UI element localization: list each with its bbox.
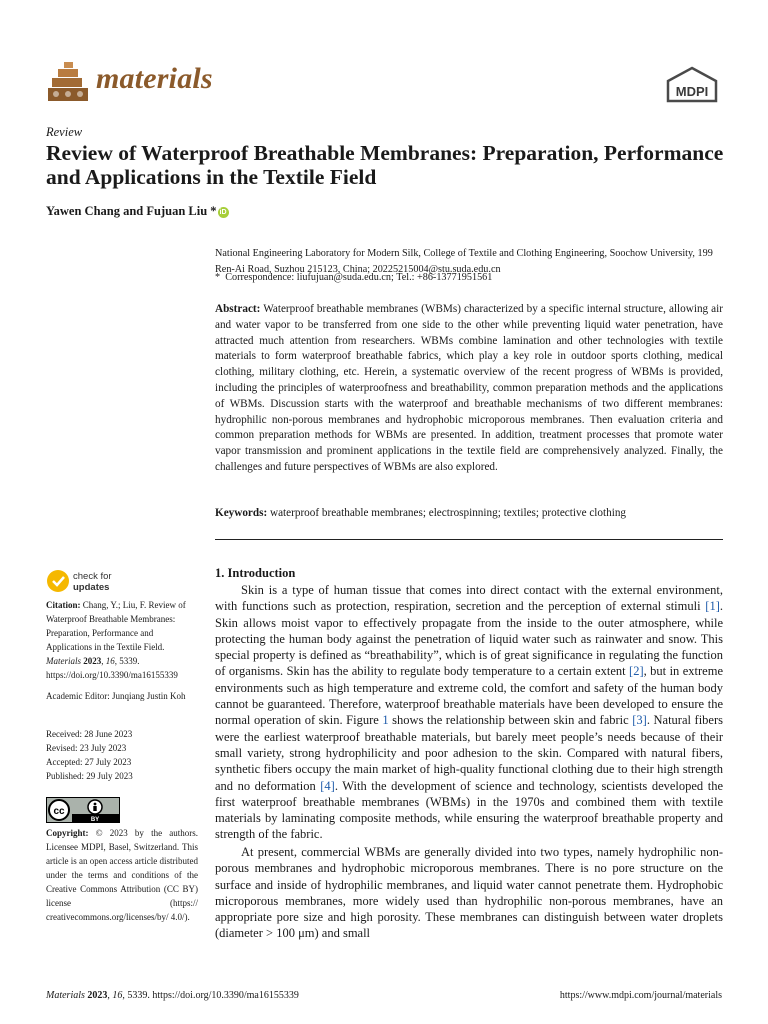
footer-volume: 16: [112, 990, 123, 1001]
citation-link[interactable]: [2]: [629, 664, 644, 679]
keywords-label: Keywords:: [215, 507, 268, 519]
article-type: Review: [46, 125, 83, 139]
orcid-icon[interactable]: iD: [219, 209, 227, 216]
received-date: Received: 28 June 2023: [46, 729, 133, 739]
footer-doi[interactable]: , 5339. https://doi.org/10.3390/ma16155339: [122, 990, 299, 1001]
accepted-date: Accepted: 27 July 2023: [46, 757, 132, 767]
citation-link[interactable]: [1]: [705, 599, 720, 614]
text-run: Skin is a type of human tissue that comes into direct contact with the external environment, with functions such as protection, respiration, secretion and the perception of external stimuli: [215, 583, 723, 614]
text-run: . With the development of science and technology, scientists developed the first waterproof breathable membranes (WBMs) in the 1970s and combined them with textile materials by laminating composite methods, while ensuring the waterproof breathable property and strength of the fabric.: [215, 778, 723, 842]
abstract-text: Waterproof breathable membranes (WBMs) characterized by a specific internal structure, allowing air and water vapor to be transferred from one side to the other while preventing liquid water penetration, have attracted much attention from researchers. WBMs combine lamination and other technologies with textile materials to form waterproof breathable fabrics, which play a key role in outdoor sports clothing, medical clothing, military clothing, etc. Herein, a systematic overview of the recent progress of WBMs is provided, including the principles of waterproofness and breathability, common preparation methods and the applications of WBMs. Discussion starts with the waterproof and breathable mechanisms of two different membranes: hydrophilic non-porous membranes and hydrophobic microporous membranes. Then evaluation criteria and common preparation methods for WBMs are presented. In addition, treatment processes that promote water vapor transmission and prominent applications in the textile field are comprehensively analyzed. Finally, the challenges and future perspectives of WBMs are also explored.: [215, 303, 723, 473]
academic-editor: Academic Editor: Junqiang Justin Koh: [46, 691, 186, 701]
copyright-notice: [46, 826, 198, 924]
text-run: , but in extreme environments such as high temperature and extreme cold, the comfort and safety of the human body cannot be guaranteed. Therefore, waterproof breathable materials have been developed to ensure the normal operation of skin. Figure: [215, 664, 723, 728]
keywords: [215, 506, 723, 521]
section-heading: 1. Introduction: [215, 566, 296, 580]
abstract-label: Abstract:: [215, 303, 261, 315]
materials-logo-icon: [46, 60, 90, 102]
abstract: [215, 302, 723, 476]
intro-paragraph: [215, 582, 723, 843]
figure-link[interactable]: 1: [382, 713, 389, 728]
affiliation: National Engineering Laboratory for Modern Silk, College of Textile and Clothing Engineering, Soochow University, 199 Ren-Ai Road, Suzhou 215123, China; 20225215004@stu.suda.edu.cn: [215, 248, 713, 275]
intro-paragraph: At present, commercial WBMs are generally divided into two types, namely hydrophilic non-porous membranes and hydrophobic microporous membranes. There is no pore structure on the surface and inside of hydrophilic membranes, and liquid water cannot penetrate them. Hydrophobic microporous membranes, more widely used than hydrophilic non-porous membranes, have an appropriate pore size and high porosity. These membranes can distinguish between water droplets (diameter > 100 μm) and small: [215, 845, 723, 941]
copyright-text: © 2023 by the authors. Licensee MDPI, Basel, Switzerland. This article is an open access article distributed under the terms and conditions of the Creative Commons Attribution (CC BY) license (https:// creativecommons.org/licenses/by/ 4.0/).: [46, 828, 199, 922]
article-title: Review of Waterproof Breathable Membranes: Preparation, Performance and Applications in the Textile Field: [46, 141, 724, 189]
correspondence: * Correspondence: liufujuan@suda.edu.cn; Tel.: +86-13771951561: [215, 272, 493, 283]
footer-journal: Materials: [46, 990, 85, 1001]
author-list: [46, 204, 229, 219]
mdpi-logo-icon: [664, 66, 720, 104]
footer-journal-url[interactable]: https://www.mdpi.com/journal/materials: [559, 990, 722, 1001]
svg-text:cc: cc: [53, 806, 65, 817]
footer-citation: Materials 2023, 16, 5339. https://doi.org/10.3390/ma16155339: [46, 990, 299, 1001]
text-run: . Skin allows moist vapor to effectively propagate from the inside to the outer atmosphere, while protecting the human body against the penetration of liquid water such as rainwater and snow. This special property is defined as “breathability”, which is of great significance in regulating the function of organisms. Skin has the ability to regulate body temperature to a certain extent: [215, 599, 723, 679]
citation-label: Citation:: [46, 600, 81, 610]
date-history: [46, 727, 198, 783]
check-updates-line1: check for: [73, 571, 112, 582]
section-divider: [215, 539, 723, 540]
citation-text: Chang, Y.; Liu, F. Review of Waterproof Breathable Membranes: Preparation, Performance and Applications in the Textile Field.: [46, 600, 186, 652]
citation-block: Citation: Chang, Y.; Liu, F. Review of Waterproof Breathable Membranes: Preparation, Performance and Applications in the Textile Field. Materials 2023, 16, 5339. https://doi.org/10.3390/ma16155339: [46, 600, 186, 680]
citation-journal: Materials: [46, 656, 81, 666]
author-names: Yawen Chang and Fujuan Liu *: [46, 204, 217, 218]
text-run: . Natural fibers were the earliest waterproof breathable materials, but barely meet people’s needs because of their small variety, strong hydrophilicity and poor adhesion to the skin. Compared with natural fibers, synthetic fibers occupy the main market of high-quality functional clothing due to their high strength and no deformation: [215, 713, 723, 793]
citation-year: 2023: [83, 656, 102, 666]
journal-name: materials: [96, 62, 213, 95]
check-for-updates-button[interactable]: [46, 568, 166, 594]
citation-doi[interactable]: , 5339. https://doi.org/10.3390/ma16155339: [46, 656, 178, 680]
publisher-name: MDPI: [675, 84, 709, 99]
published-date: Published: 29 July 2023: [46, 771, 133, 781]
keywords-text: waterproof breathable membranes; electrospinning; textiles; protective clothing: [270, 507, 627, 519]
citation-link[interactable]: [3]: [632, 713, 647, 728]
cc-by-license-icon[interactable]: [46, 797, 120, 823]
cc-by-label: BY: [90, 817, 100, 823]
footer-year: 2023: [87, 990, 108, 1001]
copyright-label: Copyright:: [46, 828, 89, 838]
citation-volume: 16: [105, 656, 115, 666]
check-updates-line2: updates: [73, 582, 110, 593]
text-run: shows the relationship between skin and fabric: [388, 713, 633, 728]
revised-date: Revised: 23 July 2023: [46, 743, 127, 753]
citation-link[interactable]: [4]: [320, 778, 335, 793]
